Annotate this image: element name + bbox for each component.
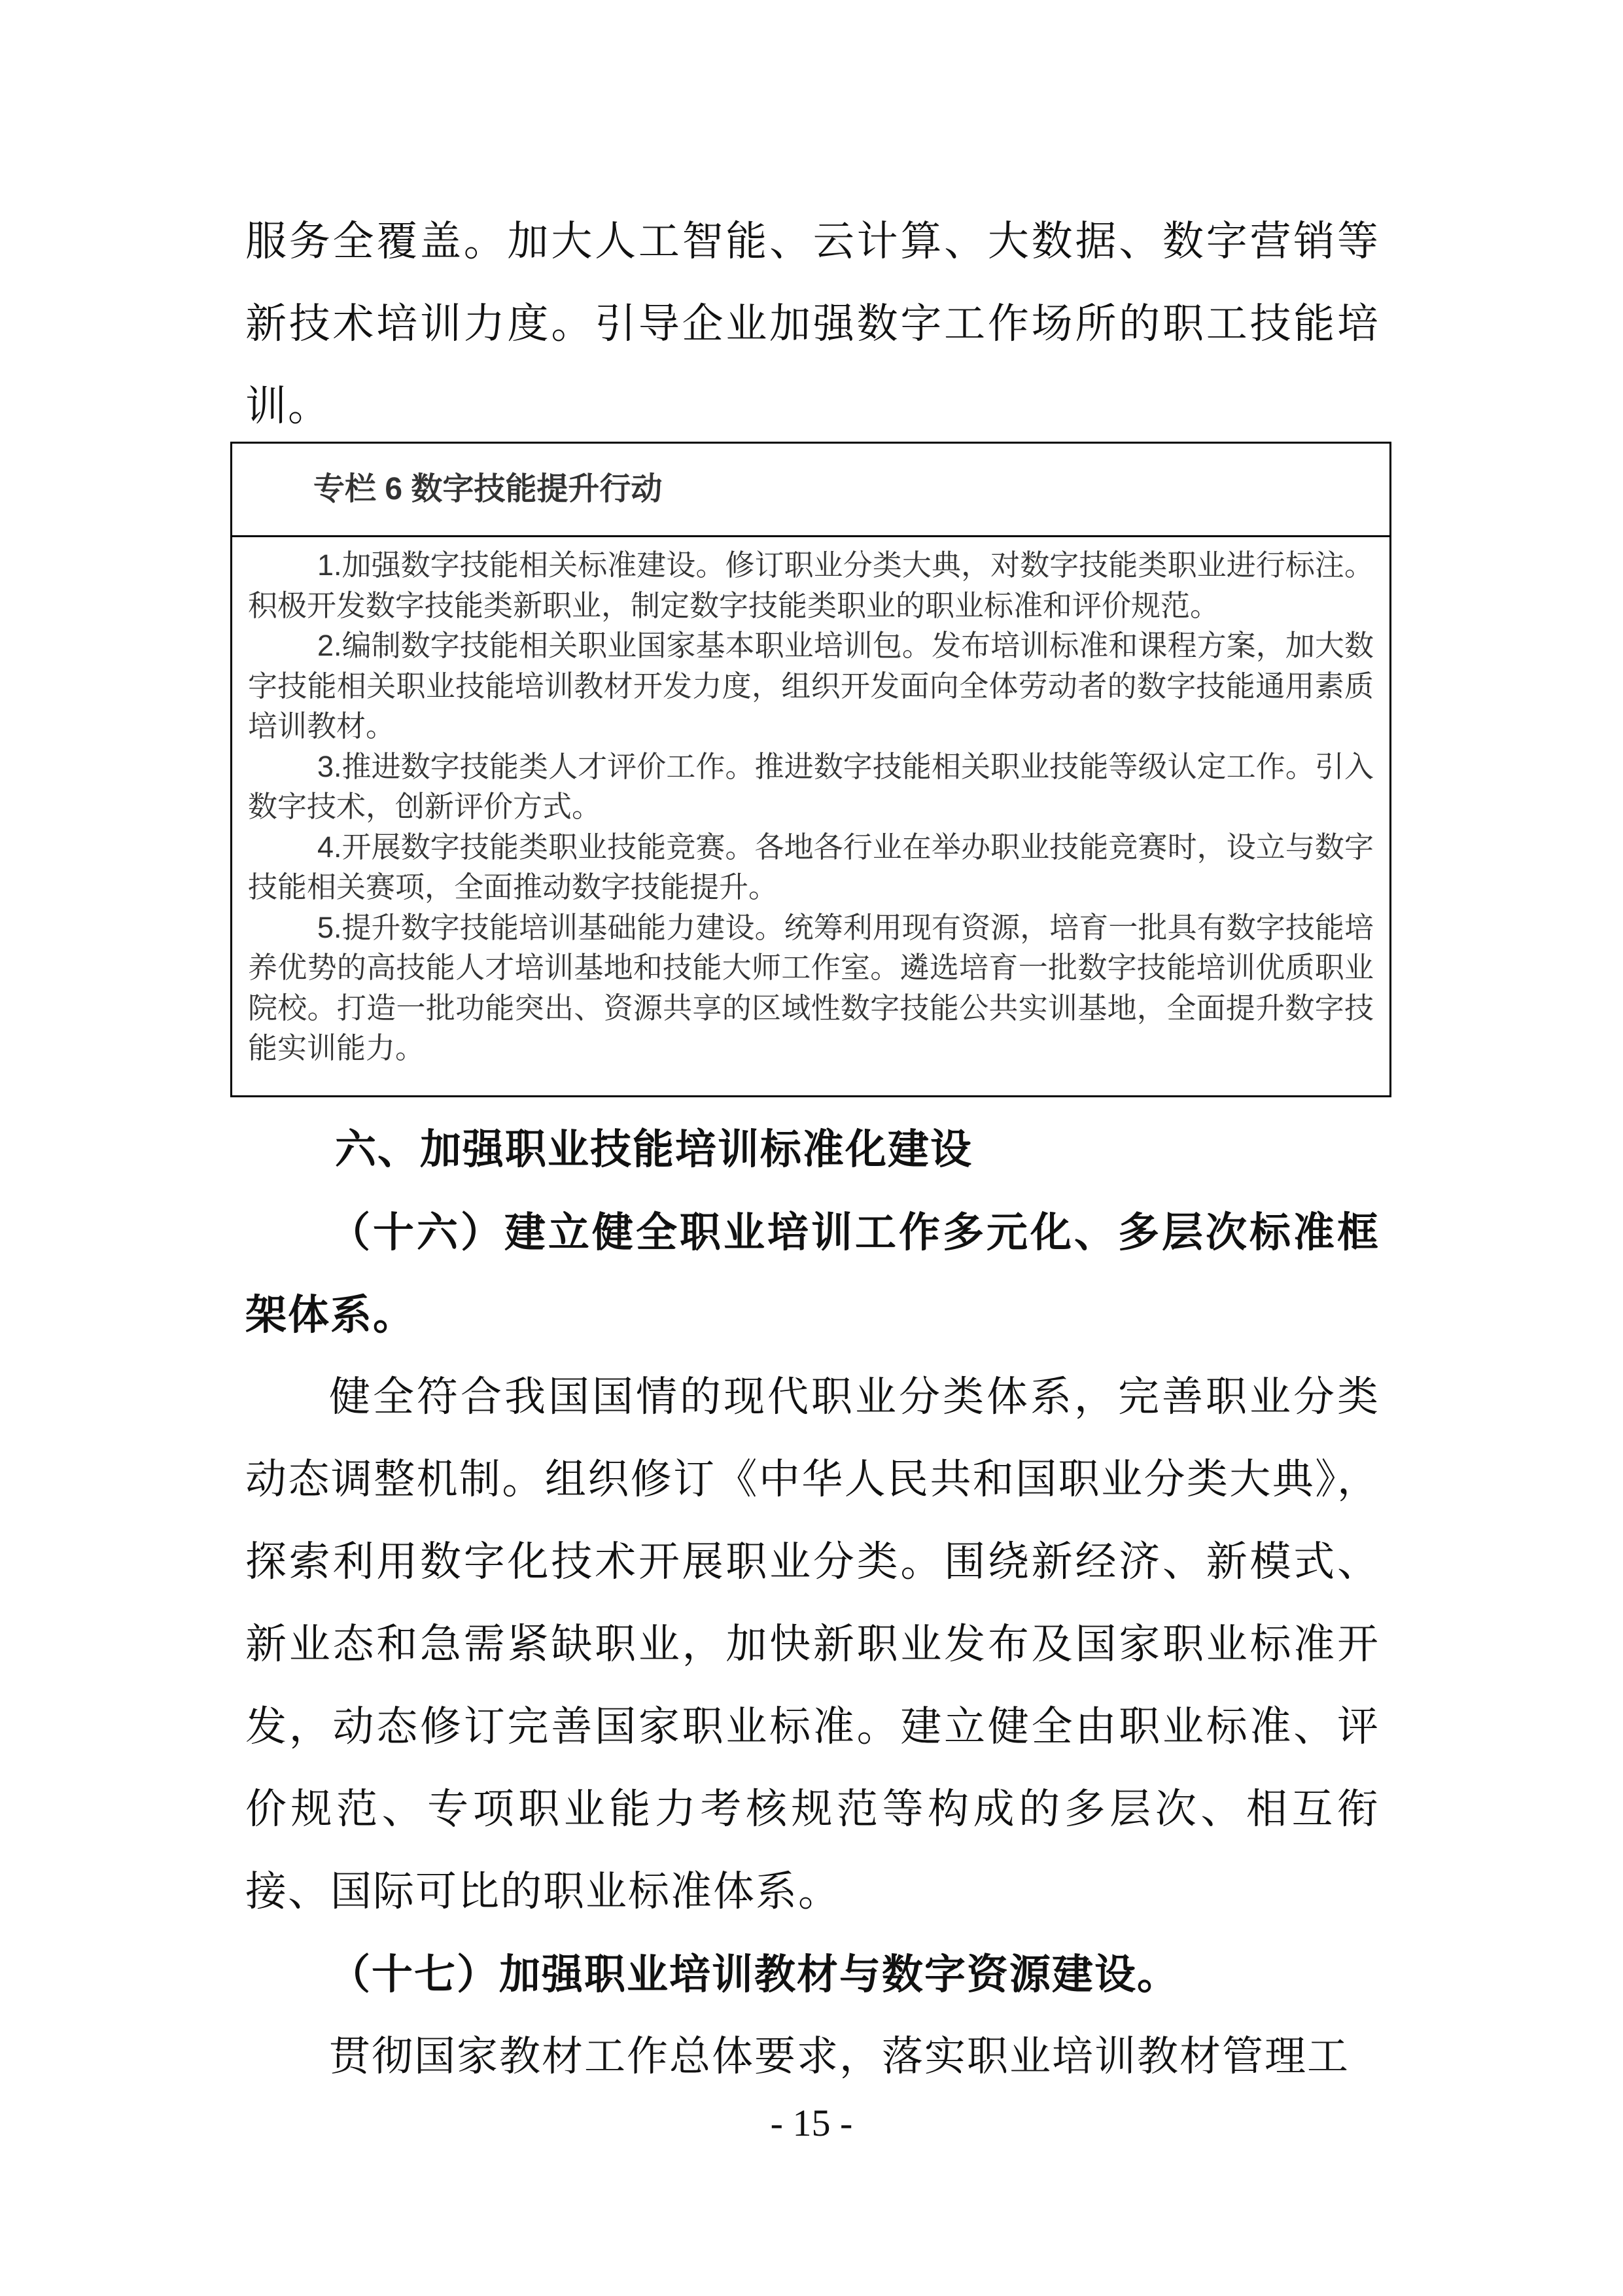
column-box-item: 4.开展数字技能类职业技能竞赛。各地各行业在举办职业技能竞赛时，设立与数字技能相关赛项，全面推动数字技能提升。 [248,830,1374,904]
paragraph-17: 贯彻国家教材工作总体要求，落实职业培训教材管理工 [329,2032,1350,2080]
column-box-item: 5.提升数字技能培训基础能力建设。统筹利用现有资源，培育一批具有数字技能培养优势的高技能人才培训基地和技能大师工作室。遴选培育一批数字技能培训优质职业院校。打造一批功能突出、资源共享的区域性数字技能公共实训基地，全面提升数字技能实训能力。 [248,910,1374,1065]
column-box-digital-skills [230,442,1391,1097]
section-heading: 六、加强职业技能培训标准化建设 [335,1125,973,1173]
paragraph-16: 健全符合我国国情的现代职业分类体系，完善职业分类动态调整机制。组织修订《中华人民共和国职业分类大典》，探索利用数字化技术开展职业分类。围绕新经济、新模式、新业态和急需紧缺职业，加快新职业发布及国家职业标准开发，动态修订完善国家职业标准。建立健全由职业标准、评价规范、专项职业能力考核规范等构成的多层次、相互衔接、国际可比的职业标准体系。 [245,1373,1380,1915]
page-number: - 15 - [770,2102,853,2144]
column-box-title: 专栏 6 数字技能提升行动 [232,444,1389,537]
column-box-item: 1.加强数字技能相关标准建设。修订职业分类大典，对数字技能类职业进行标注。积极开发数字技能类新职业，制定数字技能类职业的职业标准和评价规范。 [248,548,1374,622]
column-box-body [232,537,1389,1069]
subheading-16: （十六）建立健全职业培训工作多元化、多层次标准框架体系。 [245,1208,1380,1339]
intro-paragraph: 服务全覆盖。加大人工智能、云计算、大数据、数字营销等新技术培训力度。引导企业加强数字工作场所的职工技能培训。 [245,217,1380,430]
column-box-item: 3.推进数字技能类人才评价工作。推进数字技能相关职业技能等级认定工作。引入数字技术，创新评价方式。 [248,749,1374,823]
column-box-item: 2.编制数字技能相关职业国家基本职业培训包。发布培训标准和课程方案，加大数字技能相关职业技能培训教材开发力度，组织开发面向全体劳动者的数字技能通用素质培训教材。 [248,629,1374,743]
subheading-17: （十七）加强职业培训教材与数字资源建设。 [329,1950,1179,1998]
